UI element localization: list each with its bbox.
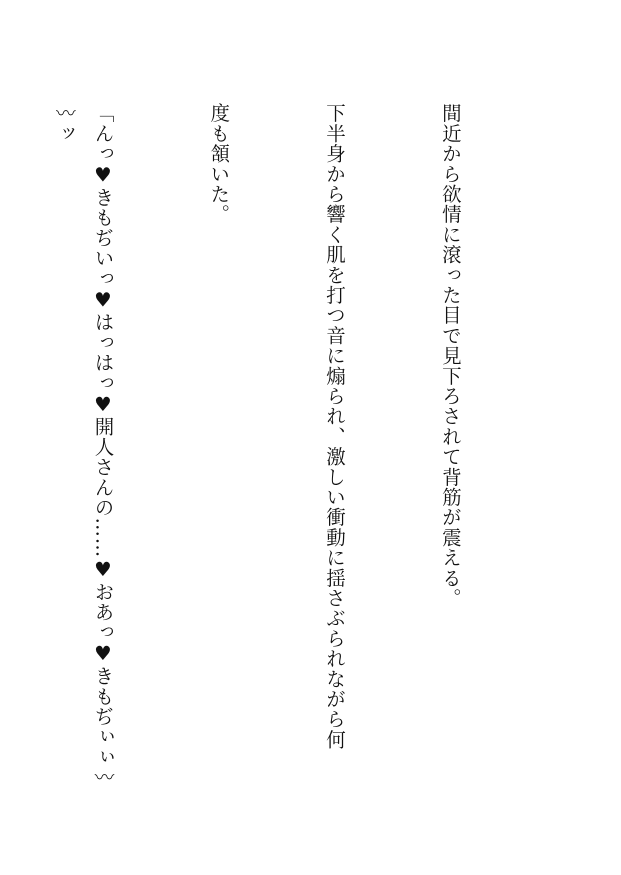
text-line: 度も頷いた。 — [207, 103, 231, 225]
vertical-text-body — [0, 103, 546, 803]
text-line: 「んっ♥きもぢいっ♥はっはっ♥開人さんの……♥おあっ♥きもぢぃぃ〰〰ッ — [52, 103, 115, 788]
text-line: 下半身から響く肌を打つ音に煽られ、激しい衝動に揺さぶられながら何 — [323, 103, 347, 750]
text-line: 間近から欲情に滾った目で見下ろされて背筋が震える。 — [438, 103, 462, 608]
